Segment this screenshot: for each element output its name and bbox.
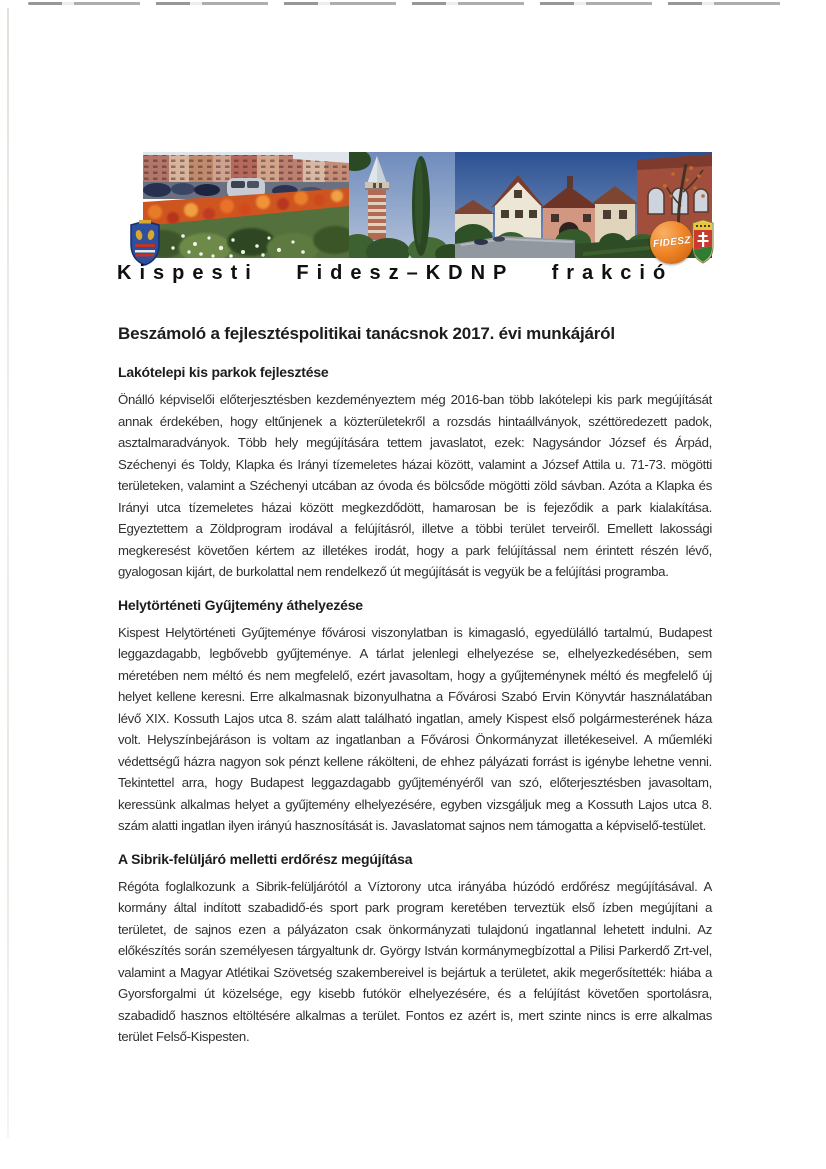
section-paragraph-forest: Régóta foglalkozunk a Sibrik-felüljárótól a Víztorony utca irányába húzódó erdőrész megújításával. A kormány által indított szabadidő-és sport park program keretében terveztük első ízben megújítani a területet, de sajnos ezen a pályázaton csak önkormányzati tulajdonú ingatlannal lehetett indulni. Az előkészítés során személyesen tárgyaltunk dr. György István kormánymegbízottal a Pilisi Parkerdő Zrt-vel, valamint a Magyar Atlétikai Szövetség szakembereivel is bejártuk a területet, akik megerősítették: hiába a Gyorsforgalmi út közelsége, egy kisebb futókör elhelyezésére, és a felújítást követően sportolásra, szabadidő hasznos eltöltésére alkalmas a terület. Fontos ez azért is, mert szinte nincs is erre alkalmas terület Felső-Kispesten. bbox=[118, 878, 712, 1044]
document-content bbox=[118, 324, 712, 1061]
photo-housing-estate bbox=[143, 152, 357, 258]
section-paragraph-collection: Kispest Helytörténeti Gyűjteménye fővárosi viszonylatban is kimagasló, egyedülálló tartalmú, Budapest leggazdagabb, legbővebb gyűjteménye. A tárlat jelenlegi elhelyezése se, elhelyezkedésében, sem méretében nem méltó és nem megfelelő, ezért javasoltam, hogy a gyűjteménynek méltó és megfelelő új helyet kellene keresni. Erre alkalmasnak bizonyulhatna a Fővárosi Szabó Ervin Könyvtár használatában lévő XIX. Kossuth Lajos utca 8. szám alatt található ingatlan, amely Kispest első polgármesterének háza volt. Helyszínbejáráson is voltam az ingatlanban a Fővárosi Önkormányzat illetékeseivel. A műemléki védettségű házra nagyon sok pénzt kellene rákölteni, de ehhez pályázati forrást is igénybe lehetne venni. Tekintettel arra, hogy Budapest leggazdagabb gyűjteményéről van szó, előterjesztésben javasoltam, keressünk alkalmas helyet a gyűjtemény elhelyezésére, egyben vizsgáljuk meg a Kossuth Lajos utca 8. szám alatti ingatlan ilyen irányú hasznosítását is. Javaslatomat sajnos nem támogatta a képviselő-testület. bbox=[118, 624, 712, 833]
section-heading-parks: Lakótelepi kis parkok fejlesztése bbox=[118, 364, 329, 380]
section-heading-collection: Helytörténeti Gyűjtemény áthelyezése bbox=[118, 596, 363, 613]
scan-artifact-left-edge bbox=[7, 8, 9, 1138]
banner-wordmark: Kispesti Fidesz–KDNP frakció bbox=[117, 261, 674, 284]
section-heading-forest: A Sibrik-felüljáró melletti erdőrész megújítása bbox=[118, 850, 413, 867]
section-paragraph-parks: Önálló képviselői előterjesztésben kezdeményeztem még 2016-ban több lakótelepi kis park megújítását annak érdekében, hogy eltűnjenek a közterületekről a rozsdás hintaállványok, széttöredezett padok, asztalmaradványok. Több hely megújítására tettem javaslatot, ezek: Nagysándor József és Árpád, Széchenyi és Toldy, Klapka és Irányi tízemeletes házai között, valamint a József Attila u. 71-73. mögötti területeken, valamint a Széchenyi utcában az óvoda és bölcsőde mögötti zöld sávban. Azóta a Klapka és Irányi utca tízemeletes házai között megkezdődött, hamarosan be is fejeződik a park kialakítása. Egyeztettem a Zöldprogram irodával a felújításról, illetve a többi terület terveiről. Emellett lakossági megkeresést követően kértem az illetékes irodát, hogy a park felújítással nem érintett részén lévő, gyalogosan kijárt, de burkolattal nem rendelkező út megújítását is vegyük be a felújítási programba. bbox=[118, 392, 712, 579]
photo-water-tower bbox=[339, 152, 467, 258]
banner-photo-collage bbox=[143, 152, 712, 258]
scan-artifact-top-edge bbox=[28, 2, 796, 5]
header-banner bbox=[143, 152, 712, 258]
fidesz-logo-label: FIDESZ bbox=[652, 235, 691, 250]
document-title: Beszámoló a fejlesztéspolitikai tanácsnok 2017. évi munkájáról bbox=[118, 324, 615, 343]
